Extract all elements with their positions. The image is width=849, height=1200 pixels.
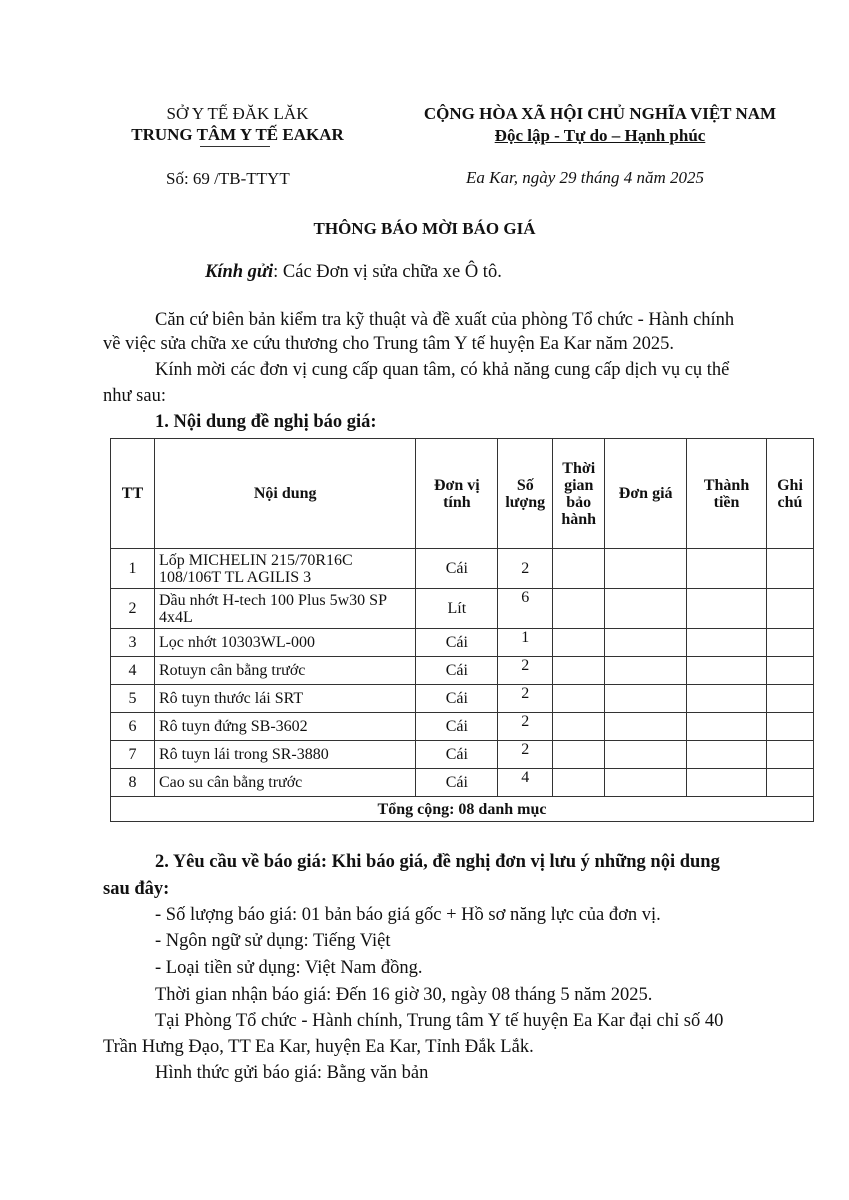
paragraph-2-line-2: như sau: [103,386,166,406]
row-tt: 3 [111,629,155,657]
row-price [605,629,687,657]
row-price [605,713,687,741]
row-note [766,589,813,629]
header-content: Nội dung [154,439,415,549]
row-qty: 2 [498,657,553,685]
row-amount [687,589,767,629]
row-note [766,685,813,713]
row-tt: 8 [111,769,155,797]
location-line-2: Trần Hưng Đạo, TT Ea Kar, huyện Ea Kar, Tỉnh Đắk Lắk. [103,1037,534,1057]
table-row [111,589,814,629]
row-amount [687,685,767,713]
row-warranty [553,713,605,741]
recipient-line [205,262,502,283]
country-name: CỘNG HÒA XÃ HỘI CHỦ NGHĨA VIỆT NAM [423,104,777,123]
place-date: Ea Kar, ngày 29 tháng 4 năm 2025 [466,168,704,187]
row-content: Rô tuyn thước lái SRT [154,685,415,713]
row-tt: 6 [111,713,155,741]
row-price [605,769,687,797]
table-row [111,549,814,589]
agency-name: TRUNG TÂM Y TẾ EAKAR [131,125,344,144]
requirement-item: - Loại tiền sử dụng: Việt Nam đồng. [155,958,423,978]
row-unit: Cái [416,657,498,685]
row-tt: 2 [111,589,155,629]
paragraph-2-line-1: Kính mời các đơn vị cung cấp quan tâm, có khả năng cung cấp dịch vụ cụ thể [155,360,730,380]
row-unit: Cái [416,629,498,657]
row-warranty [553,741,605,769]
header-unit: Đơn vị tính [416,439,498,549]
row-note [766,769,813,797]
row-unit: Cái [416,769,498,797]
table-row [111,685,814,713]
row-qty: 2 [498,685,553,713]
paragraph-1-line-2: về việc sửa chữa xe cứu thương cho Trung tâm Y tế huyện Ea Kar năm 2025. [103,334,675,354]
national-motto: Độc lập - Tự do – Hạnh phúc [494,126,706,145]
row-note [766,629,813,657]
row-amount [687,741,767,769]
row-note [766,657,813,685]
table-row [111,629,814,657]
row-qty: 1 [498,629,553,657]
row-amount [687,657,767,685]
row-content: Rô tuyn lái trong SR-3880 [154,741,415,769]
row-tt: 1 [111,549,155,589]
row-amount [687,629,767,657]
row-unit: Lít [416,589,498,629]
header-amount: Thành tiền [687,439,767,549]
recipient-label: Kính gửi [205,262,274,282]
table-row [111,713,814,741]
table-row [111,769,814,797]
row-amount [687,713,767,741]
row-warranty [553,629,605,657]
quotation-table [110,438,814,822]
requirement-item: - Số lượng báo giá: 01 bản báo giá gốc + Hồ sơ năng lực của đơn vị. [155,905,661,925]
row-tt: 7 [111,741,155,769]
row-qty: 2 [498,549,553,589]
table-total-row [111,797,814,822]
row-amount [687,769,767,797]
header-underline [200,146,270,147]
row-qty: 2 [498,741,553,769]
row-qty: 4 [498,769,553,797]
location-line-1: Tại Phòng Tổ chức - Hành chính, Trung tâm Y tế huyện Ea Kar đại chỉ số 40 [155,1011,724,1031]
row-content: Lốp MICHELIN 215/70R16C 108/106T TL AGILIS 3 [154,549,415,589]
document-number: Số: 69 /TB-TTYT [166,169,290,188]
row-unit: Cái [416,741,498,769]
section-1-title: 1. Nội dung đề nghị báo giá: [155,412,377,432]
table-row [111,741,814,769]
section-2-title-line-1: 2. Yêu cầu về báo giá: Khi báo giá, đề nghị đơn vị lưu ý những nội dung [155,852,720,872]
header-warranty: Thời gian bảo hành [553,439,605,549]
table-header-row [111,439,814,549]
header-tt: TT [111,439,155,549]
row-amount [687,549,767,589]
row-note [766,549,813,589]
row-content: Lọc nhớt 10303WL-000 [154,629,415,657]
row-content: Rô tuyn đứng SB-3602 [154,713,415,741]
row-tt: 4 [111,657,155,685]
row-content: Cao su cân bằng trước [154,769,415,797]
row-warranty [553,549,605,589]
row-content: Dầu nhớt H-tech 100 Plus 5w30 SP 4x4L [154,589,415,629]
header-price: Đơn giá [605,439,687,549]
row-note [766,713,813,741]
row-warranty [553,657,605,685]
paragraph-1-line-1: Căn cứ biên bản kiểm tra kỹ thuật và đề xuất của phòng Tổ chức - Hành chính [155,310,735,330]
row-warranty [553,589,605,629]
recipient-text: : Các Đơn vị sửa chữa xe Ô tô. [273,262,502,282]
row-price [605,589,687,629]
section-2-title-line-2: sau đây: [103,879,170,899]
row-qty: 6 [498,589,553,629]
row-note [766,741,813,769]
row-unit: Cái [416,713,498,741]
row-price [605,657,687,685]
row-qty: 2 [498,713,553,741]
submission-method: Hình thức gửi báo giá: Bằng văn bản [155,1063,429,1083]
row-content: Rotuyn cân bằng trước [154,657,415,685]
row-price [605,685,687,713]
page-title: THÔNG BÁO MỜI BÁO GIÁ [313,219,536,238]
row-unit: Cái [416,685,498,713]
row-tt: 5 [111,685,155,713]
row-warranty [553,769,605,797]
table-row [111,657,814,685]
row-price [605,549,687,589]
table-total: Tổng cộng: 08 danh mục [111,797,814,822]
requirement-item: - Ngôn ngữ sử dụng: Tiếng Việt [155,931,391,951]
header-qty: Số lượng [498,439,553,549]
row-price [605,741,687,769]
row-warranty [553,685,605,713]
agency-parent: SỞ Y TẾ ĐĂK LĂK [166,104,309,123]
header-note: Ghi chú [766,439,813,549]
deadline-text: Thời gian nhận báo giá: Đến 16 giờ 30, ngày 08 tháng 5 năm 2025. [155,985,653,1005]
row-unit: Cái [416,549,498,589]
